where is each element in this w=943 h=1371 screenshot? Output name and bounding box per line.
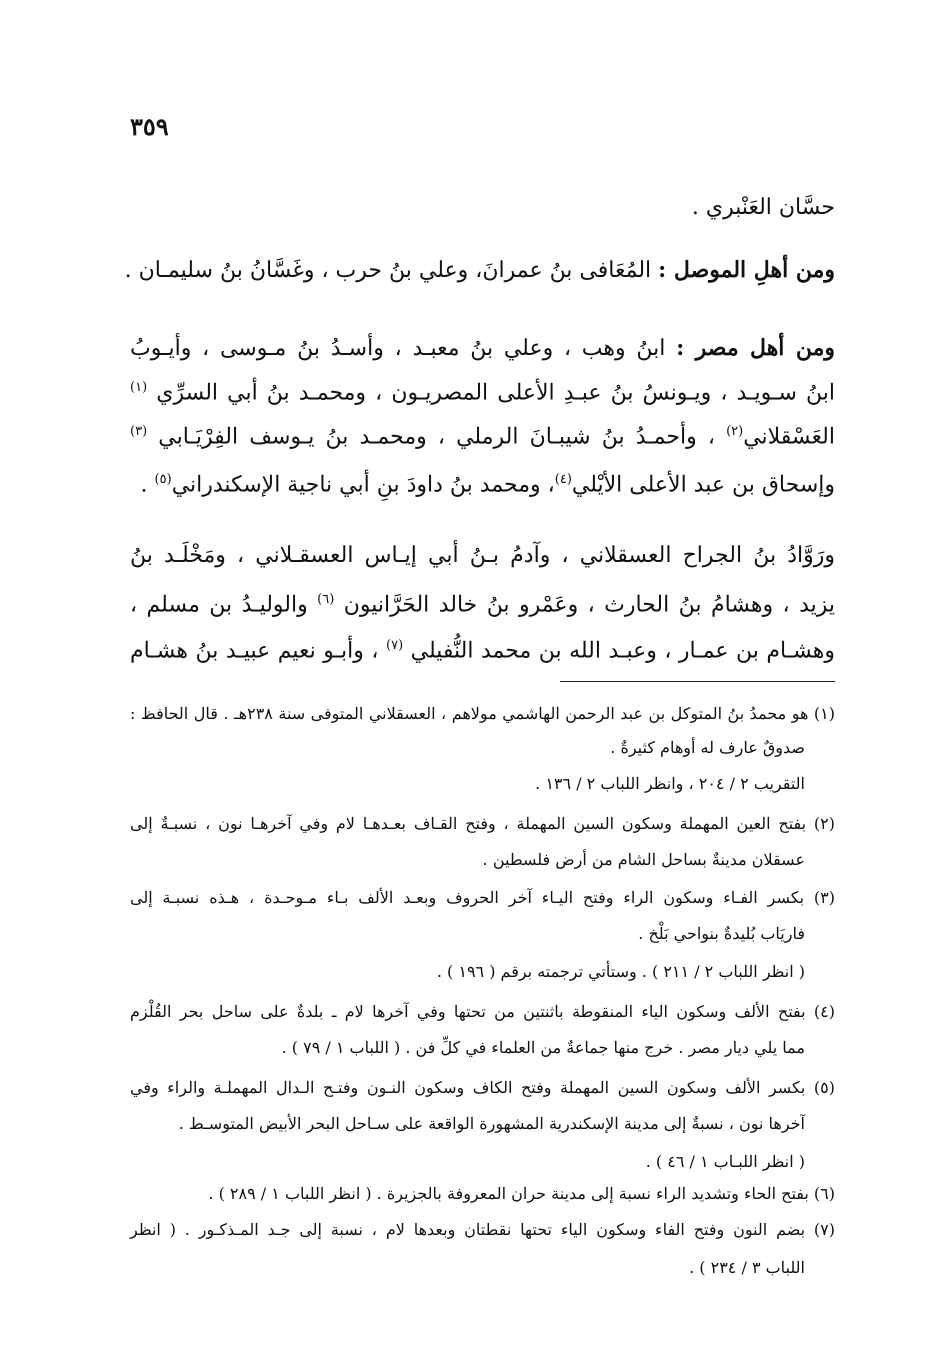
footnote-4: (٤) بفتح الألف وسكون الياء المنقوطة باثنتين من تحتها وفي آخرها لام ـ بلدةٌ على ساحل بحر القُلْزم	[130, 1002, 836, 1021]
text-line-9	[130, 628, 835, 669]
footnote-3: (٣) بكسر الفـاء وسكون الراء وفتح اليـاء آخر الحروف وبعـد الألف بـاء مـوحـدة ، هـذه نسبـة إلى	[130, 888, 835, 907]
text-line-5	[130, 414, 835, 455]
footnote-5-cont: ( انظر اللبـاب ١ / ٤٦ ) .	[645, 1152, 805, 1171]
text-span: يزيد ، وهشامُ بنُ الحارث ، وعَمْرو بنُ خالد الحَرَّانيون	[343, 592, 836, 618]
footnote-1-cont: صدوقٌ عارف له أوهام كثيرةٌ .	[610, 738, 805, 757]
heading-egypt: ومن أهل مصر :	[676, 335, 835, 361]
text-span: وهشـام بن عمـار ، وعبـد الله بن محمد النُّفيلي	[410, 638, 836, 664]
footnote-2: (٢) بفتح العين المهملة وسكون السين المهملة ، وفتح القـاف بعـدهـا لام وفي آخرهـا نون ، نسبـةٌ إلى	[130, 814, 835, 833]
footnote-ref: (٢)	[726, 424, 744, 439]
footnote-1: (١) هو محمدُ بنُ المتوكل بن عبد الرحمن الهاشمي مولاهم ، العسقلاني المتوفى سنة ٢٣٨هـ . قال الحافظ :	[130, 704, 836, 723]
text-span: وإسحاق بن عبد الأعلى الأيْلي	[571, 472, 835, 498]
footnote-6: (٦) بفتح الحاء وتشديد الراء نسبة إلى مدينة حران المعروفة بالجزيرة . ( انظر اللباب ١ / ٢٨٩ ) .	[208, 1184, 835, 1203]
page-number: ٣٥٩	[130, 112, 169, 141]
text-line-1: حسَّان العَنْبري .	[691, 195, 835, 220]
text-span: ابنُ سـويـد ، ويـونسُ بنُ عبـدِ الأعلى المصريـون ، ومحمـد بنُ أبي السرِّي	[156, 380, 835, 406]
footnote-ref: (١)	[130, 380, 148, 395]
footnote-3-cont: فاريَاب بُليدةٌ بنواحي بَلْخ .	[638, 924, 805, 943]
footnote-5-cont: آخرها نون ، نسبةٌ إلى مدينة الإسكندرية المشهورة الواقعة على سـاحل البحر الأبيض المتوسـط .	[178, 1114, 805, 1133]
footnote-ref: (٣)	[130, 424, 148, 439]
text-line-7	[130, 538, 835, 574]
text-line-8	[130, 582, 835, 623]
footnote-divider	[560, 681, 835, 682]
text-span: العَسْقلاني	[743, 424, 835, 450]
heading-mosul: ومن أهلِ الموصل :	[658, 257, 835, 283]
text-span: .	[140, 472, 155, 498]
footnote-7-cont: اللباب ٣ / ٢٣٤ ) .	[689, 1258, 805, 1277]
text-span: المُعَافى بنُ عمرانَ، وعلي بنُ حرب ، وغَسَّانُ بنُ سليمـان .	[124, 258, 659, 283]
footnote-2-cont: عسقلان مدينةٌ بساحل الشام من أرض فلسطين .	[482, 850, 805, 869]
footnote-5: (٥) بكسر الألف وسكون السين المهملة وفتح الكاف وسكون النـون وفتـح الـدال المهملـة والراء وفي	[130, 1078, 835, 1097]
footnote-ref: (٧)	[386, 638, 404, 653]
text-span: ، ومحمد بنُ داودَ بنِ أبي ناجية الإسكندراني	[171, 472, 555, 498]
text-line-3	[130, 330, 835, 367]
footnote-4-cont: مما يلي ديار مصر . خرج منها جماعةٌ من العلماء في كلِّ فن . ( اللباب ١ / ٧٩ ) .	[281, 1038, 805, 1057]
text-line-6	[130, 462, 835, 503]
text-span: والوليـدُ بن مسلم ،	[130, 592, 318, 618]
footnote-ref: (٤)	[554, 472, 572, 487]
text-span: ابنُ وهب ، وعلي بنُ معبـد ، وأسـدُ بنُ مـوسى ، وأيـوبُ	[130, 336, 677, 361]
footnote-1-cont: التقريب ٢ / ٢٠٤ ، وانظر اللباب ٢ / ١٣٦ .	[535, 774, 805, 793]
footnote-3-cont: ( انظر اللباب ٢ / ٢١١ ) . وستأتي ترجمته برقم ( ١٩٦ ) .	[436, 962, 805, 981]
text-span: ، وأحمـدُ بنُ شيبـانَ الرملي ، ومحمـد بنُ يـوسف الفِرْيَـابي	[158, 424, 727, 450]
footnote-ref: (٦)	[317, 592, 335, 607]
footnote-ref: (٥)	[154, 472, 172, 487]
text-line-2	[124, 252, 835, 289]
text-span: ، وأبـو نعيم عبيـد بنُ هشـام	[130, 638, 386, 664]
footnote-7: (٧) بضم النون وفتح الفاء وسكون الياء تحتها نقطتان وبعدها لام ، نسبة إلى جـد المـذكـور . ( انظر	[130, 1220, 835, 1239]
text-span: ورَوَّادُ بنُ الجراح العسقلاني ، وآدمُ بـنُ أبي إيـاس العسقـلاني ، ومَخْلَـد بنُ	[130, 543, 835, 568]
text-line-4	[130, 370, 835, 411]
